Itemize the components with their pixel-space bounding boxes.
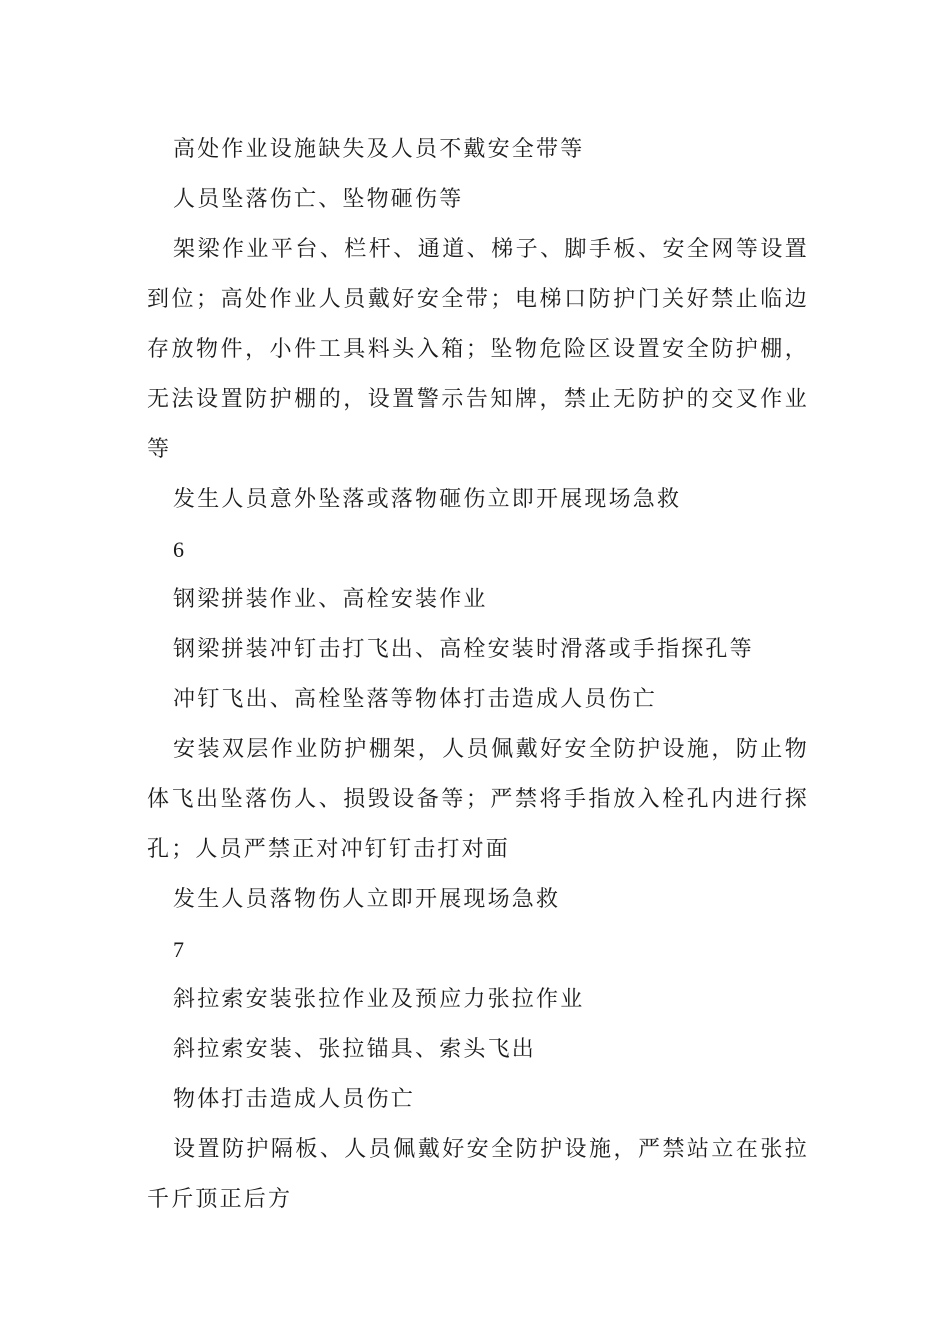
item-number: 7 [173, 937, 184, 962]
control-measures-text: 安装双层作业防护棚架，人员佩戴好安全防护设施，防止物体飞出坠落伤人、损毁设备等；严禁将手指放入栓孔内进行探孔；人员严禁正对冲钉钉击打对面 [147, 737, 809, 862]
work-item-text: 斜拉索安装张拉作业及预应力张拉作业 [173, 987, 585, 1012]
document-body [147, 125, 809, 1225]
risk-consequence-text: 物体打击造成人员伤亡 [173, 1087, 416, 1112]
emergency-response-text: 发生人员意外坠落或落物砸伤立即开展现场急救 [173, 487, 682, 512]
control-measures-text: 架梁作业平台、栏杆、通道、梯子、脚手板、安全网等设置到位；高处作业人员戴好安全带；电梯口防护门关好禁止临边存放物件，小件工具料头入箱；坠物危险区设置安全防护棚，无法设置防护棚的，设置警示告知牌，禁止无防护的交叉作业等 [147, 237, 809, 462]
risk-cause-text: 斜拉索安装、张拉锚具、索头飞出 [173, 1037, 537, 1062]
risk-cause-text: 高处作业设施缺失及人员不戴安全带等 [173, 137, 585, 162]
emergency-response-text: 发生人员落物伤人立即开展现场急救 [173, 887, 561, 912]
item-number: 6 [173, 537, 184, 562]
risk-consequence-text: 人员坠落伤亡、坠物砸伤等 [173, 187, 464, 212]
work-item-text: 钢梁拼装作业、高栓安装作业 [173, 587, 488, 612]
risk-consequence-text: 冲钉飞出、高栓坠落等物体打击造成人员伤亡 [173, 687, 658, 712]
risk-cause-text: 钢梁拼装冲钉击打飞出、高栓安装时滑落或手指探孔等 [173, 637, 754, 662]
control-measures-text: 设置防护隔板、人员佩戴好安全防护设施，严禁站立在张拉千斤顶正后方 [147, 1137, 809, 1212]
